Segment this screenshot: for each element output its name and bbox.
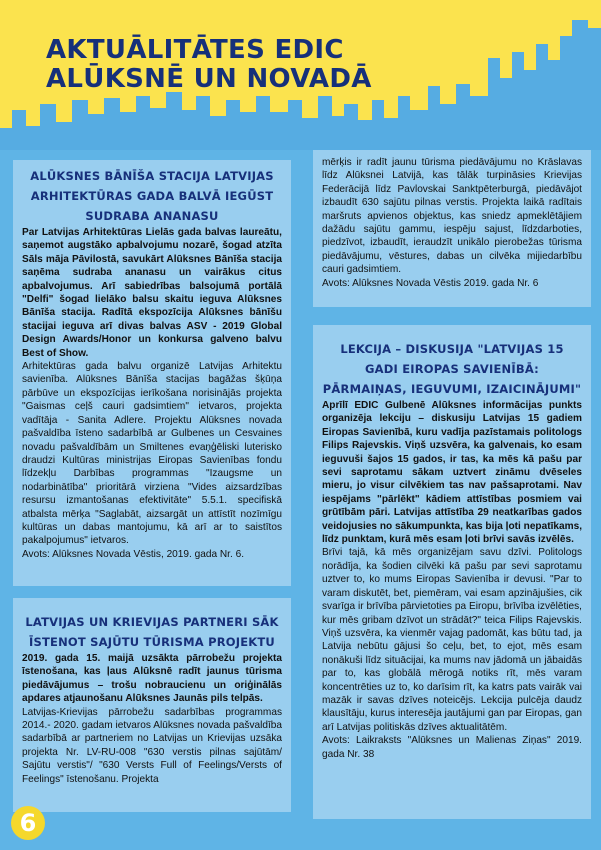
right-column xyxy=(313,150,591,819)
masthead-line-2: ALŪKSNĒ UN NOVADĀ xyxy=(46,64,372,94)
article-body: Brīvi tajā, kā mēs organizējam savu dzīvi. Politologs norādīja, ka šodien cilvēki kā pašu par sevi saprotamu uztver to, ko mums Eiropas Savienība ir devusi. "Par to varam diskutēt, bet, piemēram, vai esam apzinājušies, cik svarīga ir brīvība pārvietoties pa Eiropu, brīvība izvēlēties, kur mēs gribam dzīvot un strādāt?" teica Filips Rajevskis. Viņš uzsvēra, ka vienmēr vajag padomāt, kas būtu tad, ja Latvija nebūtu gājusi šo ceļu, bet, to ejot, mēs esam nonākuši līdz situācijai, ka mums nav jādomā un jābaidās par to, kas globālā mērogā notiks rīt, mēs varam koncentrēties uz to, ko darīsim rīt, ka katrs pats vairāk vai mazāk ir savas dzīves noteicējs. Lekcija pulcēja daudz klausītāju, kurus interesēja jautājumi gan par Eiropas, gan arī Latvijas politiskās dzīves aktualitātēm. xyxy=(322,547,582,733)
article-continuation: mērķis ir radīt jaunu tūrisma piedāvājumu no Krāslavas līdz Alūksnei Latvijā, kas tālāk turpināsies Krievijas Federācijā līdz Pavlovskai Sanktpēterburgā, piedāvājot izbaudīt 630 sajūtu pilnas verstis. Projekta laikā radītais maršruts apvienos objektus, kas sniedz apmeklētājiem dažādu sajūtu gammu, iespēju sajust, līdzdarboties, piedzīvot, izbaudīt, ieraudzīt unikālo pierobežas tūrisma piedāvājumu, vēstures, dabas un cilvēka mijiedarbību cauri gadsimtiem. xyxy=(322,157,582,276)
article-body: Arhitektūras gada balvu organizē Latvijas Arhitektu savienība. Alūksnes Bānīša stacijas bagāžas šķūņa pārbūve un ekspozīcijas ierīkošana norisinājās projekta "Gaismas ceļš cauri gadsimtiem" ietvaros, projekta vadītāja - Sanita Adlere. Projektu Alūksnes novada pašvaldība īsteno sadarbībā ar Gulbenes un Cesvaines novadu pašvaldībām un Smiltenes evaņģēliski luterisko draudzi Kultūras ministrijas Eiropas Savienības fondu līdzekļu Darbības programmas "Izaugsme un nodarbinātība" prioritārā virziena "Vides aizsardzības resursu izmantošanas efektivitāte" 5.5.1. specifiskā atbalsta mērķa "Saglabāt, aizsargāt un attīstīt nozīmīgu kultūras un dabas mantojumu, kā arī ar to saistītos pakalpojumus" ietvaros. xyxy=(22,361,282,547)
article-headline: LEKCIJA – DISKUSIJA "LATVIJAS 15 GADI EIROPAS SAVIENĪBĀ: PĀRMAIŅAS, IEGUVUMI, IZAICINĀJUMI" xyxy=(322,342,582,396)
page-number: 6 xyxy=(11,806,45,840)
spacer xyxy=(22,604,282,612)
article-source: Avots: Laikraksts "Alūksnes un Malienas Ziņas" 2019. gada Nr. 38 xyxy=(322,735,582,760)
masthead-title xyxy=(46,36,372,94)
article-headline: LATVIJAS UN KRIEVIJAS PARTNERI SĀK ĪSTENOT SAJŪTU TŪRISMA PROJEKTU xyxy=(25,615,279,649)
article-card xyxy=(13,160,291,586)
article-body: Latvijas-Krievijas pārrobežu sadarbības programmas 2014.- 2020. gadam ietvaros Alūksnes novada pašvaldība sadarbībā ar partneriem no Latvijas un Krievijas uzsāka projekta Nr. LV-RU-008 "630 verstis pilnas sajūtām/ Sajūtu verstis"/ "630 Versts Full of Feelings/Versts of Feelings" īstenošanu. Projekta xyxy=(22,706,282,785)
article-source: Avots: Alūksnes Novada Vēstis 2019. gada Nr. 6 xyxy=(322,277,539,289)
article-card xyxy=(313,325,591,819)
masthead-line-1: AKTUĀLITĀTES EDIC xyxy=(46,35,344,65)
article-lead: 2019. gada 15. maijā uzsākta pārrobežu projekta īstenošana, kas ļaus Alūksnē radīt jaunus tūrisma piedāvājumus – trošu nobraucienu un oriģinālās apdares atjaunošanu Alūksnes Jaunās pils telpās. xyxy=(22,653,282,705)
article-lead: Aprīlī EDIC Gulbenē Alūksnes informācijas punkts organizēja lekciju – diskusiju Latvijas 15 gadiem Eiropas Savienībā, kuru vadīja pazīstamais politologs Filips Rajevskis. Viņš uzsvēra, ka galvenais, ko esam ieguvuši šajos 15 gados, ir tas, ka mēs kā pašu par sevi saprotamu sākam uztvert zināmu dvēseles mieru, jo visur cilvēkiem tas nav pašsaprotami. Nav iespējams "pārlēkt" kādiem attīstības posmiem vai grūtībām pāri. Latvijas attīstība 29 neatkarības gados veidojusies no sākumpunkta, kas bija ļoti nepatīkams, līdz punktam, kurā mēs esam ļoti brīvi savās izvēlēs. xyxy=(322,400,582,546)
article-source: Avots: Alūksnes Novada Vēstis, 2019. gada Nr. 6. xyxy=(22,548,245,560)
left-column xyxy=(13,160,291,812)
article-headline: ALŪKSNES BĀNĪŠA STACIJA LATVIJAS ARHITEKTŪRAS GADA BALVĀ IEGŪST SUDRABA ANANASU xyxy=(30,169,274,223)
article-card xyxy=(13,598,291,812)
spacer xyxy=(322,331,582,339)
article-card-continued xyxy=(313,150,591,307)
article-lead: Par Latvijas Arhitektūras Lielās gada balvas laureātu, saņemot augstāko apbalvojumu nozarē, šogad atzīta Sāls māja Pāvilostā, savukārt Alūksnes Bānīša stacija saņēma sudraba ananasu un vairākus citus apbalvojumus. Arī sabiedrības balsojumā portālā "Delfi" šogad lielāko balsu skaitu ieguva Alūksnes Bānīša stacija. Radītā ekspozīcija Alūksnes bānīšu stacijai ieguva arī divas balvas ASV - 2019 Global Design Awards/Honor un konkursa galveno balvu Best of Show. xyxy=(22,227,282,359)
